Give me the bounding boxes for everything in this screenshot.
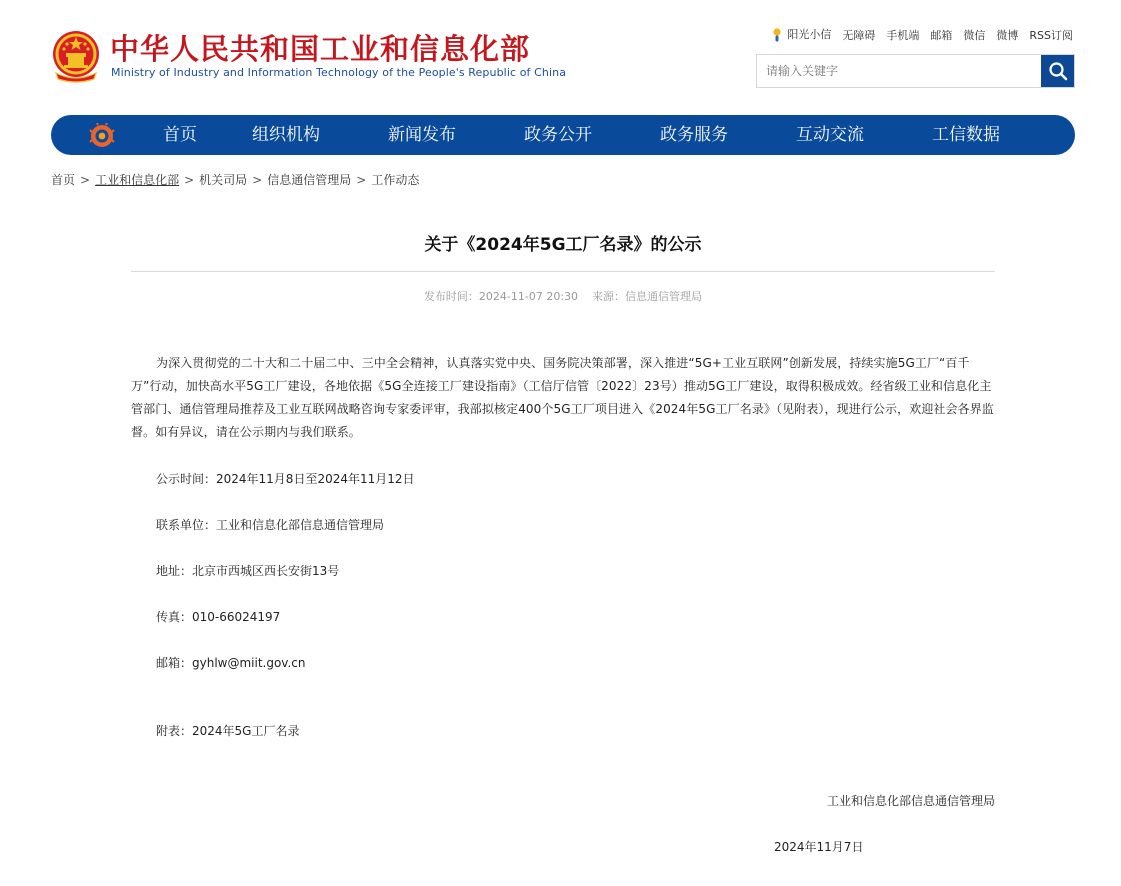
contact-fax: 传真：010-66024197 (156, 610, 281, 624)
attachment-link[interactable]: 附表：2024年5G工厂名录 (156, 724, 300, 738)
article-content (131, 352, 997, 854)
search-button[interactable] (1041, 55, 1074, 87)
top-link-mailbox[interactable]: 邮箱 (930, 28, 953, 42)
search-icon (1048, 61, 1068, 81)
top-link-accessibility[interactable]: 无障碍 (842, 28, 876, 42)
breadcrumb-separator: > (80, 173, 91, 187)
top-link-wechat[interactable]: 微信 (963, 28, 986, 42)
top-link-sunshine[interactable] (771, 26, 831, 43)
nav-item-interaction[interactable]: 互动交流 (796, 125, 864, 145)
nav-item-government-services[interactable]: 政务服务 (660, 125, 728, 145)
top-link-weibo[interactable]: 微博 (996, 28, 1019, 42)
top-link-mobile[interactable]: 手机端 (886, 28, 920, 42)
site-header (0, 0, 1121, 110)
breadcrumb-home[interactable]: 首页 (51, 173, 76, 187)
main-nav (51, 115, 1075, 155)
notice-period: 公示时间：2024年11月8日至2024年11月12日 (156, 472, 415, 486)
search-input[interactable] (757, 55, 1041, 87)
breadcrumb-ministry[interactable]: 工业和信息化部 (95, 173, 180, 187)
contact-email: 邮箱：gyhlw@miit.gov.cn (156, 656, 306, 670)
site-title[interactable]: 中华人民共和国工业和信息化部 (110, 32, 531, 66)
breadcrumb-separator: > (252, 173, 263, 187)
breadcrumb-bureau[interactable]: 信息通信管理局 (267, 173, 352, 187)
sunshine-assistant-icon (771, 27, 783, 43)
nav-item-government-affairs[interactable]: 政务公开 (524, 125, 592, 145)
article-body-paragraph: 为深入贯彻党的二十大和二十届二中、三中全会精神，认真落实党中央、国务院决策部署，深入推进“5G+工业互联网”创新发展，持续实施5G工厂“百千万”行动，加快高水平5G工厂建设，各地依据《5G全连接工厂建设指南》（工信厅信管〔2022〕23号）推动5G工厂建设，取得积极成效。经省级工业和信息化主管部门、通信管理局推荐及工业互联网战略咨询专家委评审，我部拟核定400个5G工厂项目进入《2024年5G工厂名录》（见附表），现进行公示，欢迎社会各界监督。如有异议，请在公示期内与我们联系。 (131, 356, 994, 439)
publish-time: 发布时间：2024-11-07 20:30 (423, 290, 579, 303)
nav-item-home[interactable]: 首页 (163, 125, 197, 145)
breadcrumb-departments[interactable]: 机关司局 (199, 173, 248, 187)
breadcrumb-separator: > (184, 173, 195, 187)
top-link-sunshine-label: 阳光小信 (787, 28, 832, 41)
nav-item-organization[interactable]: 组织机构 (252, 125, 320, 145)
contact-address: 地址：北京市西城区西长安街13号 (156, 564, 340, 578)
top-link-rss[interactable]: RSS订阅 (1029, 28, 1073, 42)
signature-unit: 工业和信息化部信息通信管理局 (826, 794, 995, 808)
article-meta (131, 288, 995, 304)
search-box (756, 54, 1075, 88)
article-source: 来源：信息通信管理局 (592, 290, 703, 303)
breadcrumb-work-news[interactable]: 工作动态 (371, 173, 420, 187)
site-subtitle: Ministry of Industry and Information Technology of the People's Republic of China (111, 66, 567, 79)
breadcrumb (51, 171, 419, 188)
breadcrumb-separator: > (356, 173, 367, 187)
title-divider (131, 271, 995, 272)
top-links (771, 26, 1073, 43)
contact-unit: 联系单位：工业和信息化部信息通信管理局 (156, 518, 385, 532)
miit-logo-icon (89, 123, 115, 149)
nav-item-news[interactable]: 新闻发布 (388, 125, 456, 145)
nav-item-data[interactable]: 工信数据 (932, 125, 1000, 145)
article-title: 关于《2024年5G工厂名录》的公示 (424, 235, 702, 255)
national-emblem-logo[interactable] (50, 29, 102, 83)
signature-date: 2024年11月7日 (774, 840, 864, 854)
